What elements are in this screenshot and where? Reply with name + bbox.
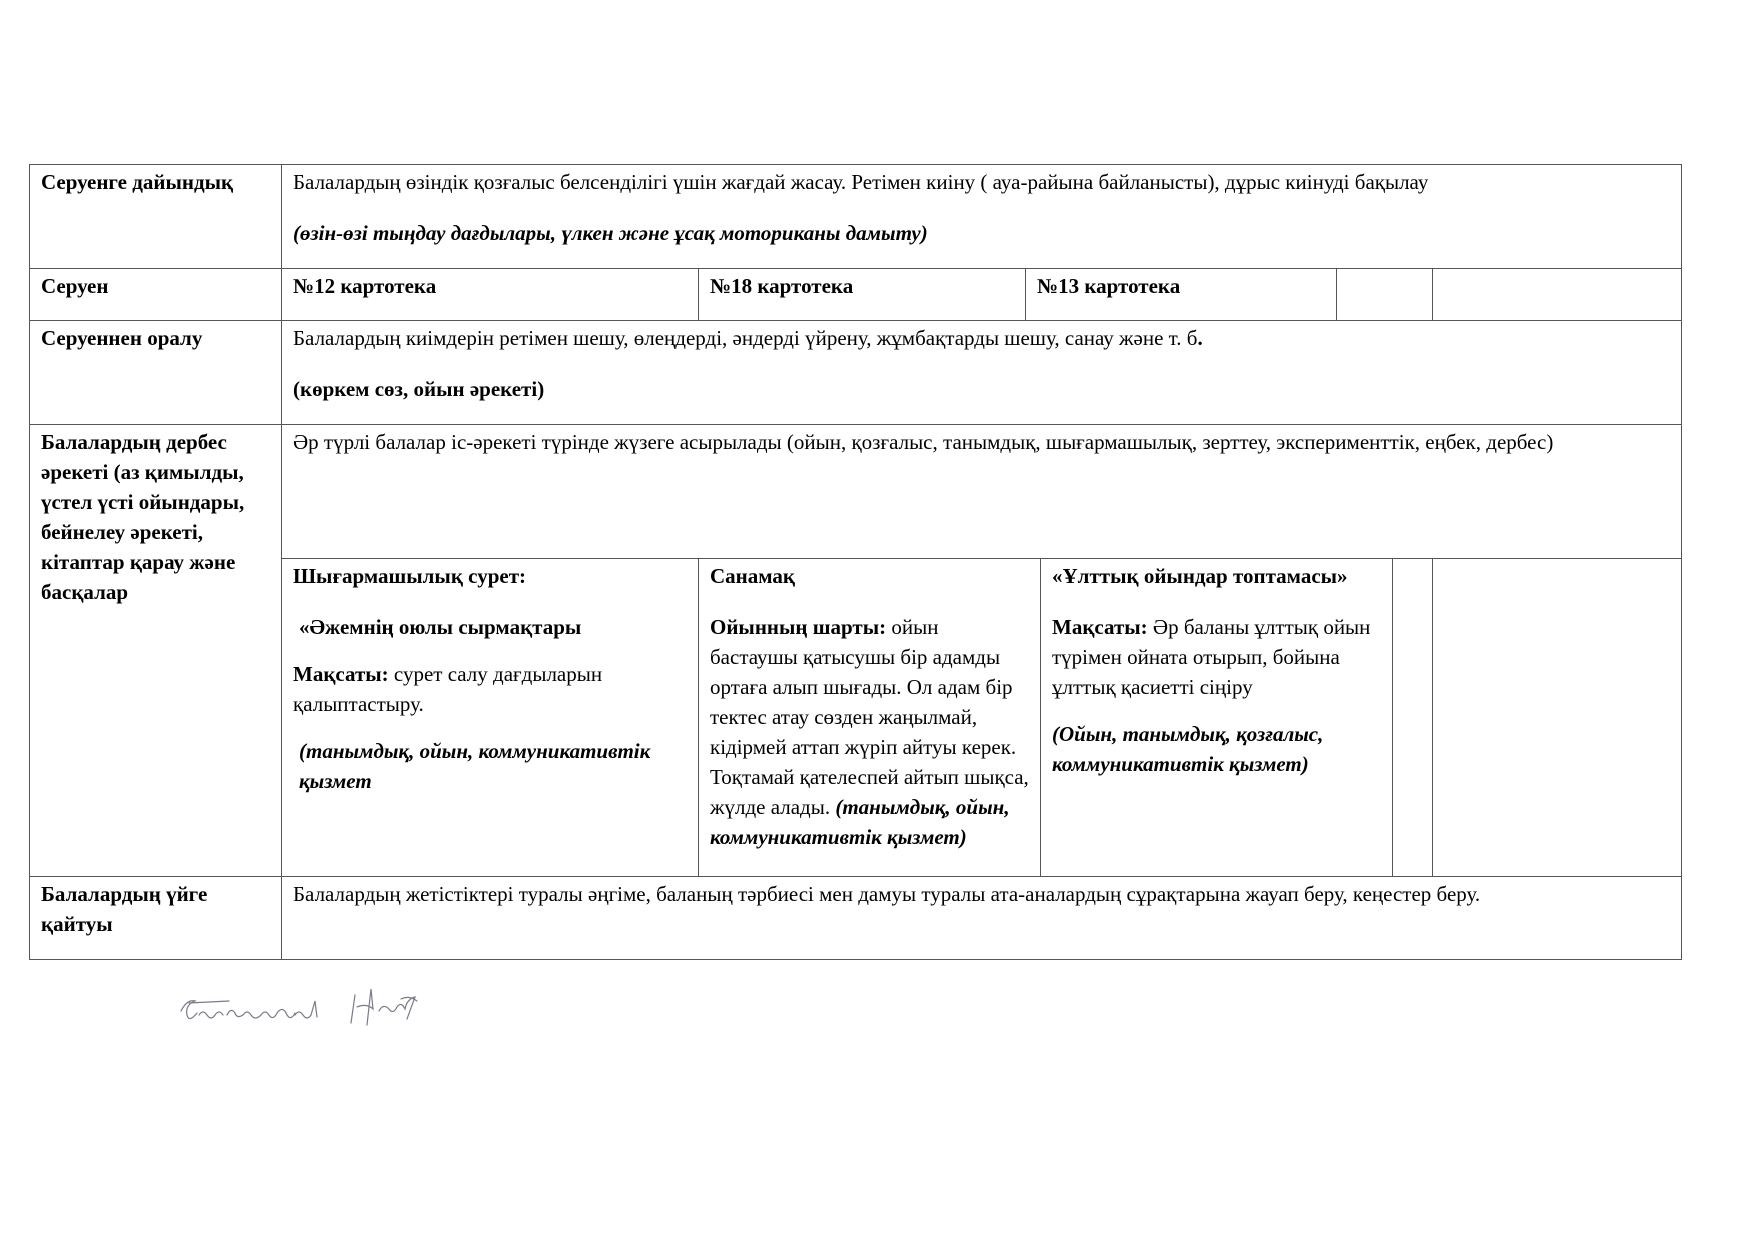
activity-creative-drawing [282,559,699,877]
row-label-walk: Серуен [30,269,282,321]
activity-counting-rhyme-note: (танымдық, ойын, коммуникативтік қызмет) [710,795,1010,849]
activity-creative-drawing-title: Шығармашылық сурет: [293,564,527,588]
activity-national-games [1041,559,1393,877]
row-label-walk-return: Серуеннен оралу [30,321,282,425]
walk-card-1: №12 картотека [282,269,699,321]
activity-national-games-goal [1052,612,1381,702]
activity-national-games-title: «Ұлттық ойындар топтамасы» [1052,564,1348,588]
row-independent-activity [30,425,1682,559]
row-label-walk-preparation: Серуенге дайындық [30,165,282,269]
activity-counting-rhyme-rule-text: ойын бастаушы қатысушы бір адамды ортаға алып шығады. Ол адам бір тектес атау сөзден жаңылмай, кідірмей аттап жүріп айтуы керек. Тоқтамай қателеспей айтып шықса, жүлде алады. [710,615,1029,819]
daily-plan-table [29,164,1682,960]
activity-national-games-goal-label: Мақсаты: [1052,615,1148,639]
walk-card-5 [1433,269,1682,321]
signature-scribble-icon [175,985,455,1037]
walk-card-2: №18 картотека [699,269,1026,321]
activity-empty-cell-2 [1433,559,1682,877]
walk-preparation-note: (өзін-өзі тыңдау дағдылары, үлкен және ұсақ моториканы дамыту) [293,221,928,245]
activity-counting-rhyme-rule-label: Ойынның шарты: [710,615,887,639]
activity-counting-rhyme-rule [710,612,1029,852]
row-label-going-home: Балалардың үйге қайтуы [30,877,282,960]
activity-creative-drawing-goal-text: сурет салу дағдыларын қалыптастыру. [293,662,603,716]
walk-return-note: (көркем сөз, ойын әрекеті) [293,377,545,401]
going-home-text: Балалардың жетістіктері туралы әңгіме, баланың тәрбиесі мен дамуы туралы ата-аналардың сұрақтарына жауап беру, кеңестер беру. [282,877,1682,960]
walk-card-4 [1337,269,1433,321]
activity-empty-cell-1 [1393,559,1433,877]
activity-creative-drawing-goal [293,659,687,719]
walk-preparation-content [282,165,1682,269]
walk-return-text-main: Балалардың киімдерін ретімен шешу, өлеңдерді, әндерді үйрену, жұмбақтарды шешу, санау және т. б [293,326,1198,350]
independent-activity-text: Әр түрлі балалар іс-әрекеті түрінде жүзеге асырылады (ойын, қозғалыс, танымдық, шығармашылық, зерттеу, эксперименттік, еңбек, дербес) [282,425,1682,559]
walk-card-3: №13 картотека [1026,269,1337,321]
plan-sheet [29,164,1681,960]
walk-return-text [293,323,1670,353]
row-walk-return [30,321,1682,425]
row-walk-preparation [30,165,1682,269]
activity-creative-drawing-goal-label: Мақсаты: [293,662,389,686]
activity-national-games-goal-text: Әр баланы ұлттық ойын түрімен ойната отырып, бойына ұлттық қасиетті сіңіру [1052,615,1371,699]
row-label-independent-activity: Балалардың дербес әрекеті (аз қимылды, үстел үсті ойындары, бейнелеу әрекеті, кітаптар қарау және басқалар [30,425,282,877]
activity-counting-rhyme-title: Санамақ [710,564,796,588]
walk-return-text-dot: . [1197,326,1203,350]
walk-preparation-text: Балалардың өзіндік қозғалыс белсенділігі үшін жағдай жасау. Ретімен киіну ( ауа-райына байланысты), дұрыс киінуді бақылау [293,170,1429,194]
walk-return-content [282,321,1682,425]
activity-creative-drawing-note: (танымдық, ойын, коммуникативтік қызмет [299,739,651,793]
row-going-home [30,877,1682,960]
activity-counting-rhyme [699,559,1041,877]
handwritten-signature [175,985,455,1037]
activity-national-games-note: (Ойын, танымдық, қозғалыс, коммуникативтік қызмет) [1052,722,1324,776]
activity-creative-drawing-topic: «Әжемнің оюлы сырмақтары [299,615,582,639]
row-walk [30,269,1682,321]
